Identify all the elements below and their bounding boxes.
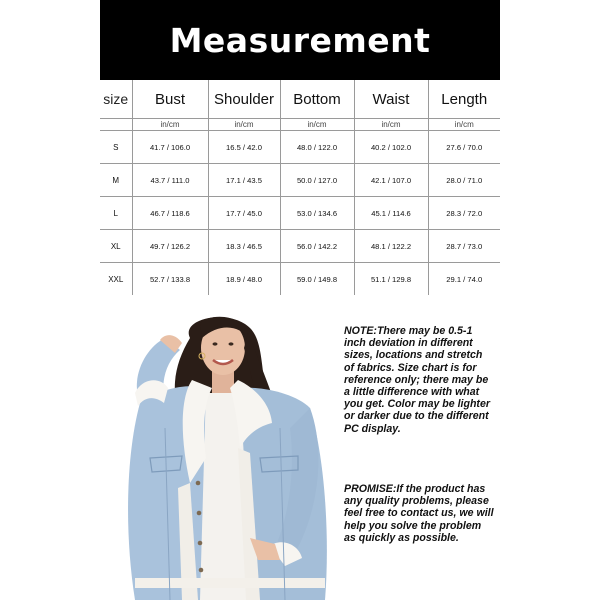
product-photo [120, 308, 332, 600]
table-header-row [100, 80, 500, 119]
unit-cell: in/cm [280, 119, 354, 131]
unit-cell [100, 119, 132, 131]
size-cell: M [100, 164, 132, 197]
page-title: Measurement [169, 20, 431, 60]
length-cell: 29.1 / 74.0 [428, 263, 500, 296]
table-row [100, 263, 500, 296]
header-bust: Bust [132, 80, 208, 119]
unit-cell: in/cm [428, 119, 500, 131]
units-row [100, 119, 500, 131]
size-cell: XL [100, 230, 132, 263]
title-banner [100, 0, 500, 80]
note-text: NOTE:There may be 0.5-1 inch deviation in different sizes, locations and stretch of fabrics. Size chart is for reference only; there may be a little difference with what you get. Color may be lighter or darker due to the different PC display. [344, 325, 490, 435]
bottom-cell: 53.0 / 134.6 [280, 197, 354, 230]
waist-cell: 40.2 / 102.0 [354, 131, 428, 164]
size-cell: S [100, 131, 132, 164]
shoulder-cell: 17.1 / 43.5 [208, 164, 280, 197]
length-cell: 28.0 / 71.0 [428, 164, 500, 197]
unit-cell: in/cm [354, 119, 428, 131]
size-cell: XXL [100, 263, 132, 296]
bust-cell: 52.7 / 133.8 [132, 263, 208, 296]
unit-cell: in/cm [208, 119, 280, 131]
header-length: Length [428, 80, 500, 119]
bottom-cell: 50.0 / 127.0 [280, 164, 354, 197]
bottom-cell: 56.0 / 142.2 [280, 230, 354, 263]
waist-cell: 48.1 / 122.2 [354, 230, 428, 263]
bottom-cell: 48.0 / 122.0 [280, 131, 354, 164]
header-bottom: Bottom [280, 80, 354, 119]
promise-text: PROMISE:If the product has any quality problems, please feel free to contact us, we will help you solve the problem as quickly as possible. [344, 483, 494, 544]
length-cell: 28.7 / 73.0 [428, 230, 500, 263]
bottom-cell: 59.0 / 149.8 [280, 263, 354, 296]
header-shoulder: Shoulder [208, 80, 280, 119]
table-row [100, 230, 500, 263]
bust-cell: 49.7 / 126.2 [132, 230, 208, 263]
size-cell: L [100, 197, 132, 230]
size-chart-table [100, 80, 500, 295]
table-row [100, 131, 500, 164]
header-waist: Waist [354, 80, 428, 119]
bust-cell: 43.7 / 111.0 [132, 164, 208, 197]
waist-cell: 51.1 / 129.8 [354, 263, 428, 296]
table-row [100, 197, 500, 230]
table-row [100, 164, 500, 197]
shoulder-cell: 16.5 / 42.0 [208, 131, 280, 164]
waist-cell: 45.1 / 114.6 [354, 197, 428, 230]
length-cell: 27.6 / 70.0 [428, 131, 500, 164]
header-size: size [100, 80, 132, 119]
shoulder-cell: 18.9 / 48.0 [208, 263, 280, 296]
bust-cell: 41.7 / 106.0 [132, 131, 208, 164]
unit-cell: in/cm [132, 119, 208, 131]
length-cell: 28.3 / 72.0 [428, 197, 500, 230]
bust-cell: 46.7 / 118.6 [132, 197, 208, 230]
waist-cell: 42.1 / 107.0 [354, 164, 428, 197]
shoulder-cell: 17.7 / 45.0 [208, 197, 280, 230]
shoulder-cell: 18.3 / 46.5 [208, 230, 280, 263]
